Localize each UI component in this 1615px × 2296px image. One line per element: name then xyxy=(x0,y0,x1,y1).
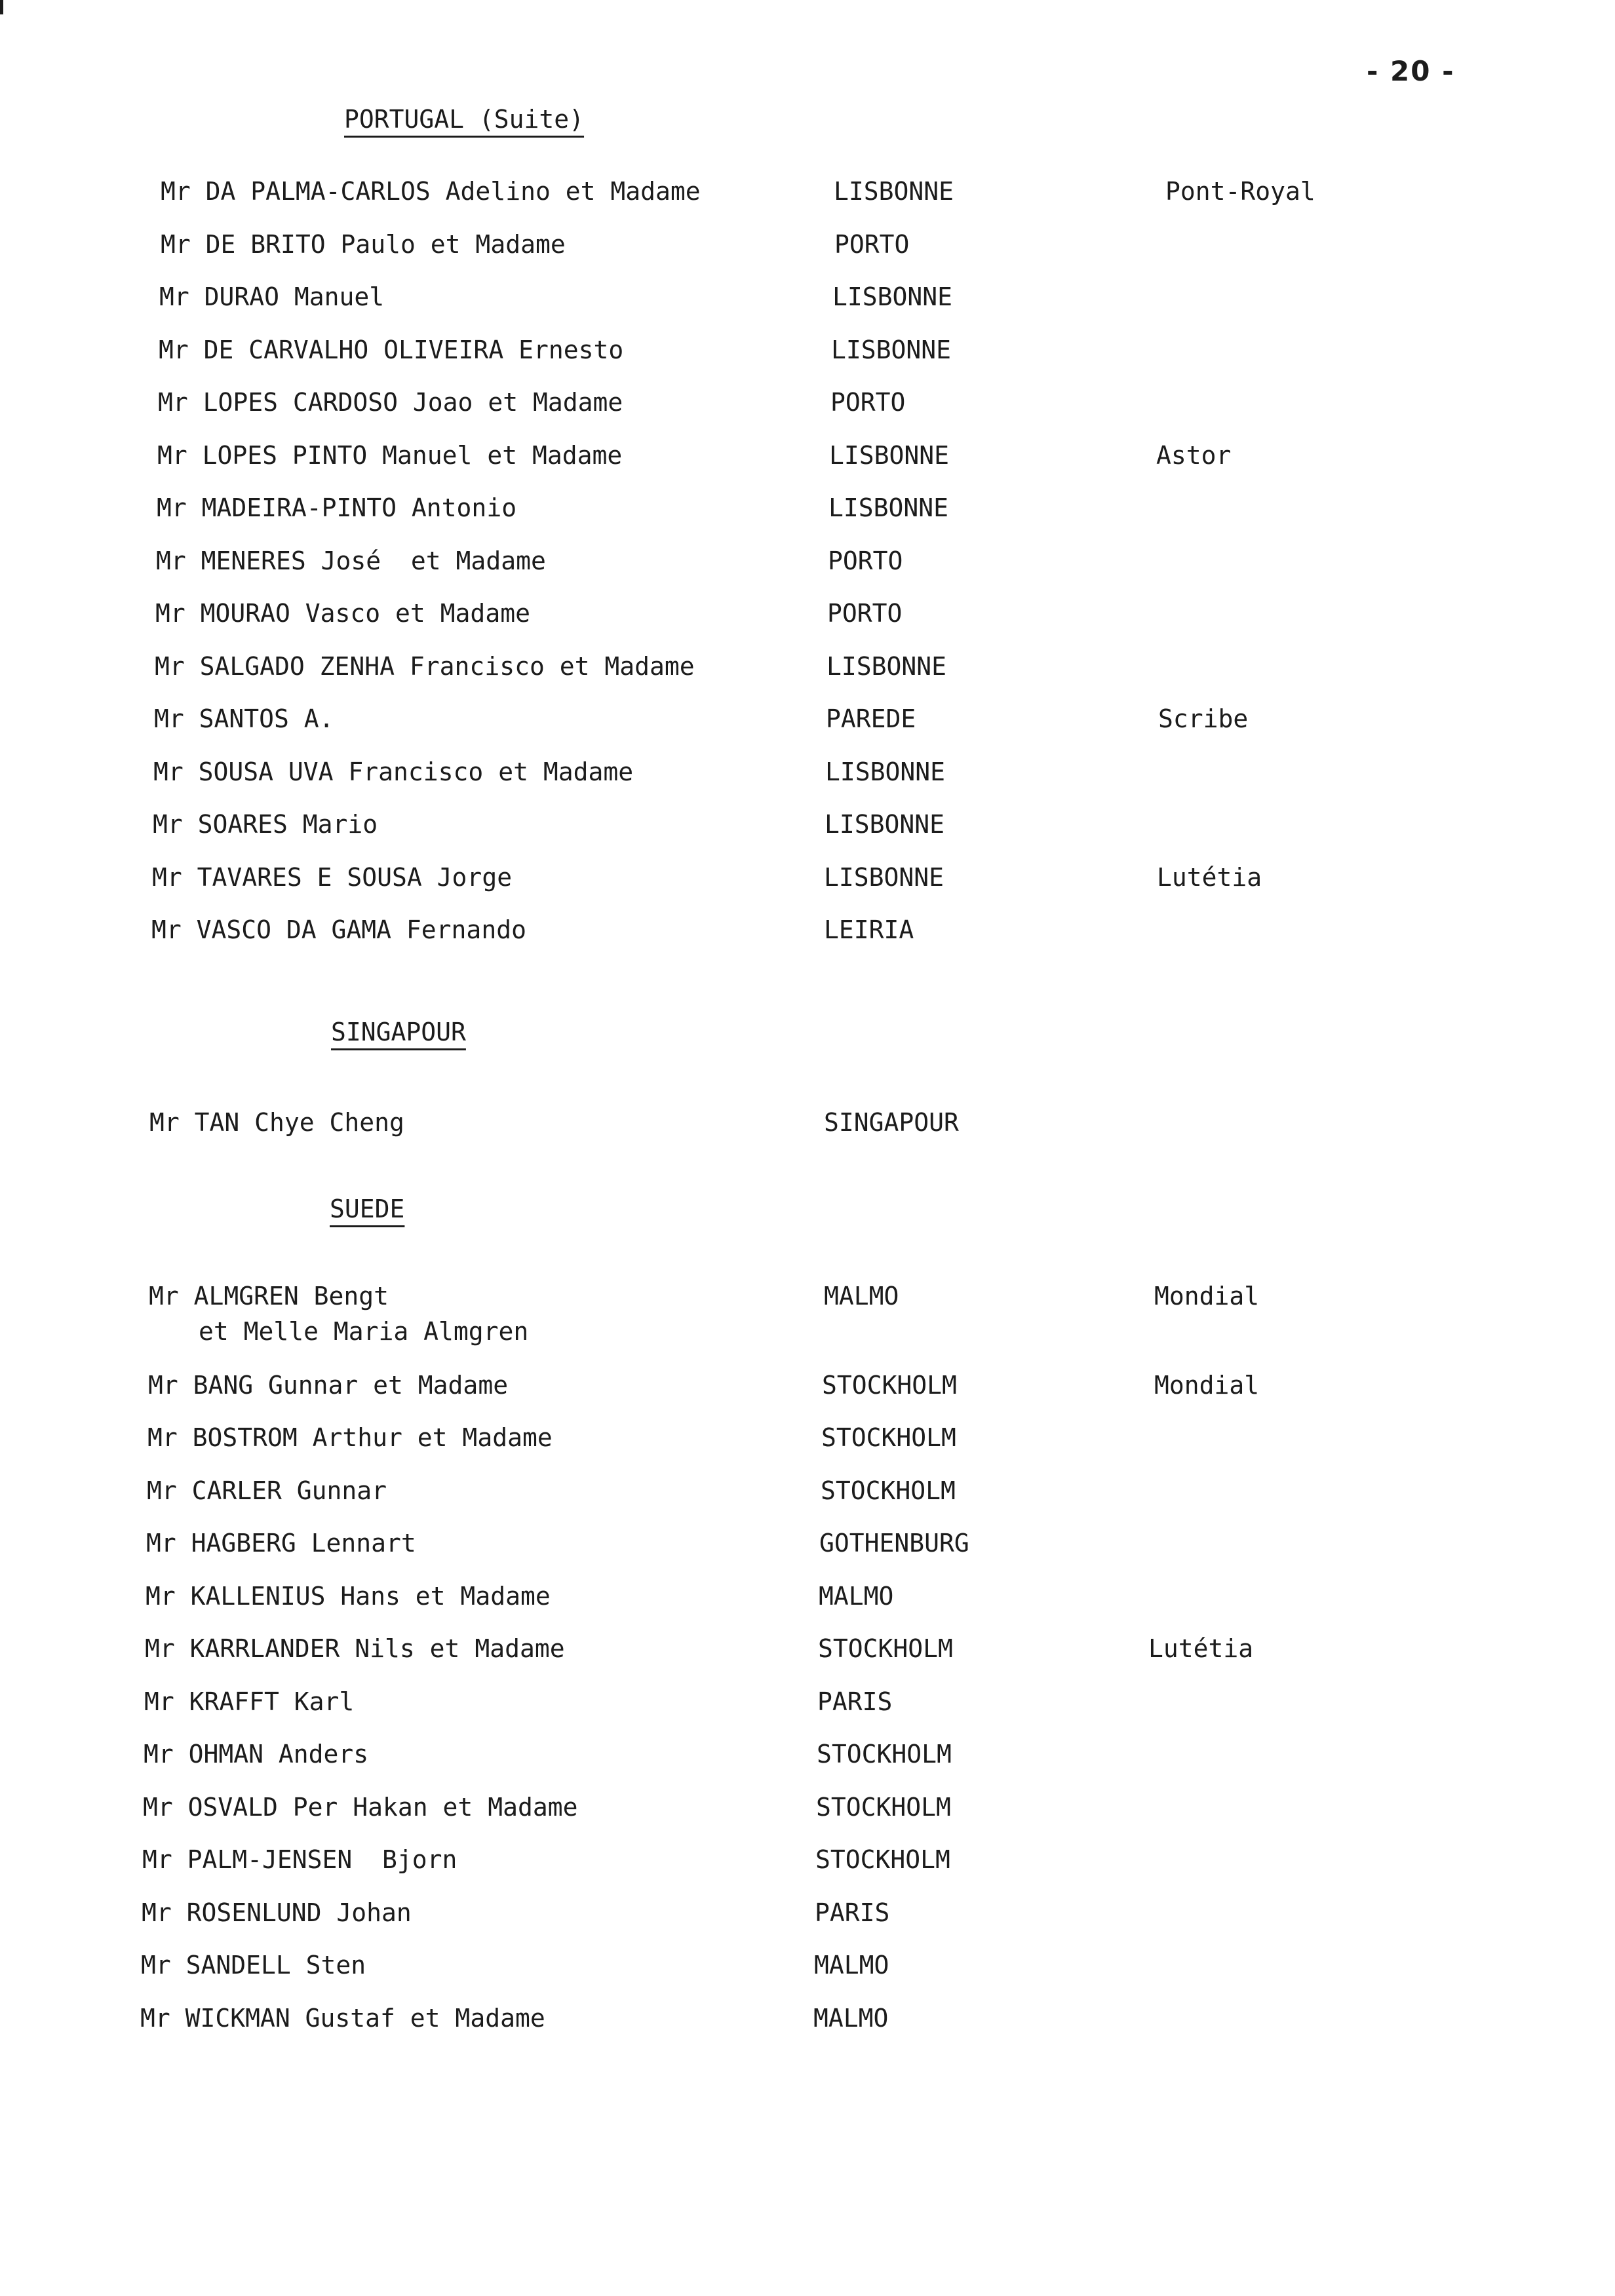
person-name: Mr SALGADO ZENHA Francisco et Madame xyxy=(155,652,695,681)
page-number: - 20 - xyxy=(1367,55,1455,87)
city: PORTO xyxy=(828,546,903,575)
person-name: Mr TAVARES E SOUSA Jorge xyxy=(152,863,513,892)
city: LISBONNE xyxy=(832,282,953,311)
hotel: Astor xyxy=(1156,441,1232,470)
person-name: Mr LOPES PINTO Manuel et Madame xyxy=(157,441,623,470)
person-name: Mr ALMGREN Bengt xyxy=(149,1282,389,1311)
city: MALMO xyxy=(824,1282,899,1311)
hotel: Lutétia xyxy=(1148,1634,1254,1663)
city: LISBONNE xyxy=(829,441,950,470)
city: PARIS xyxy=(815,1898,890,1927)
hotel: Pont-Royal xyxy=(1165,177,1315,206)
city: SINGAPOUR xyxy=(824,1108,959,1137)
city: PORTO xyxy=(827,599,903,628)
city: LISBONNE xyxy=(834,177,954,206)
person-name: Mr PALM-JENSEN Bjorn xyxy=(142,1845,457,1874)
city: PARIS xyxy=(817,1687,893,1716)
person-name: Mr SANDELL Sten xyxy=(141,1951,366,1980)
city: STOCKHOLM xyxy=(818,1634,953,1663)
person-name: Mr KRAFFT Karl xyxy=(144,1687,355,1716)
person-name: Mr LOPES CARDOSO Joao et Madame xyxy=(158,388,623,417)
city: STOCKHOLM xyxy=(816,1793,951,1822)
scan-mark xyxy=(0,0,3,14)
city: STOCKHOLM xyxy=(817,1740,952,1769)
person-name: Mr BOSTROM Arthur et Madame xyxy=(147,1423,553,1452)
person-name: Mr DURAO Manuel xyxy=(159,282,385,311)
person-name: Mr SANTOS A. xyxy=(154,704,334,733)
person-name: Mr DA PALMA-CARLOS Adelino et Madame xyxy=(161,177,701,206)
person-name: Mr OSVALD Per Hakan et Madame xyxy=(143,1793,578,1822)
section-title-suede: SUEDE xyxy=(330,1195,405,1223)
person-name: Mr CARLER Gunnar xyxy=(147,1476,387,1505)
person-name: Mr DE BRITO Paulo et Madame xyxy=(161,230,566,259)
city: LISBONNE xyxy=(825,757,946,786)
hotel: Lutétia xyxy=(1157,863,1262,892)
person-name: Mr MENERES José et Madame xyxy=(156,546,546,575)
person-name: Mr DE CARVALHO OLIVEIRA Ernesto xyxy=(159,335,624,364)
section-title-portugal: PORTUGAL (Suite) xyxy=(344,105,585,134)
city: LISBONNE xyxy=(824,863,944,892)
city: LISBONNE xyxy=(831,335,952,364)
city: MALMO xyxy=(813,2004,889,2033)
city: STOCKHOLM xyxy=(822,1371,957,1400)
city: PORTO xyxy=(830,388,906,417)
city: LEIRIA xyxy=(824,915,914,944)
person-name: Mr KALLENIUS Hans et Madame xyxy=(146,1582,551,1611)
person-name: Mr MADEIRA-PINTO Antonio xyxy=(157,493,517,522)
city: LISBONNE xyxy=(825,810,945,839)
city: LISBONNE xyxy=(827,652,947,681)
city: MALMO xyxy=(814,1951,889,1980)
city: STOCKHOLM xyxy=(815,1845,950,1874)
person-name: Mr MOURAO Vasco et Madame xyxy=(155,599,530,628)
person-name: Mr OHMAN Anders xyxy=(144,1740,369,1769)
city: MALMO xyxy=(819,1582,894,1611)
person-name: Mr HAGBERG Lennart xyxy=(146,1529,416,1558)
city: PAREDE xyxy=(826,704,916,733)
person-name: Mr SOARES Mario xyxy=(153,810,378,839)
city: STOCKHOLM xyxy=(821,1476,956,1505)
hotel: Mondial xyxy=(1154,1371,1260,1400)
person-name: Mr SOUSA UVA Francisco et Madame xyxy=(153,757,634,786)
hotel: Mondial xyxy=(1154,1282,1260,1311)
person-name: Mr VASCO DA GAMA Fernando xyxy=(151,915,526,944)
city: PORTO xyxy=(834,230,910,259)
person-name: Mr TAN Chye Cheng xyxy=(149,1108,404,1137)
person-name: Mr ROSENLUND Johan xyxy=(142,1898,412,1927)
person-name: Mr WICKMAN Gustaf et Madame xyxy=(140,2004,545,2033)
city: GOTHENBURG xyxy=(819,1529,969,1558)
city: STOCKHOLM xyxy=(821,1423,956,1452)
person-name: Mr BANG Gunnar et Madame xyxy=(148,1371,509,1400)
person-name-continuation: et Melle Maria Almgren xyxy=(199,1317,529,1346)
hotel: Scribe xyxy=(1158,704,1249,733)
section-title-singapour: SINGAPOUR xyxy=(331,1018,466,1046)
person-name: Mr KARRLANDER Nils et Madame xyxy=(145,1634,565,1663)
city: LISBONNE xyxy=(828,493,949,522)
